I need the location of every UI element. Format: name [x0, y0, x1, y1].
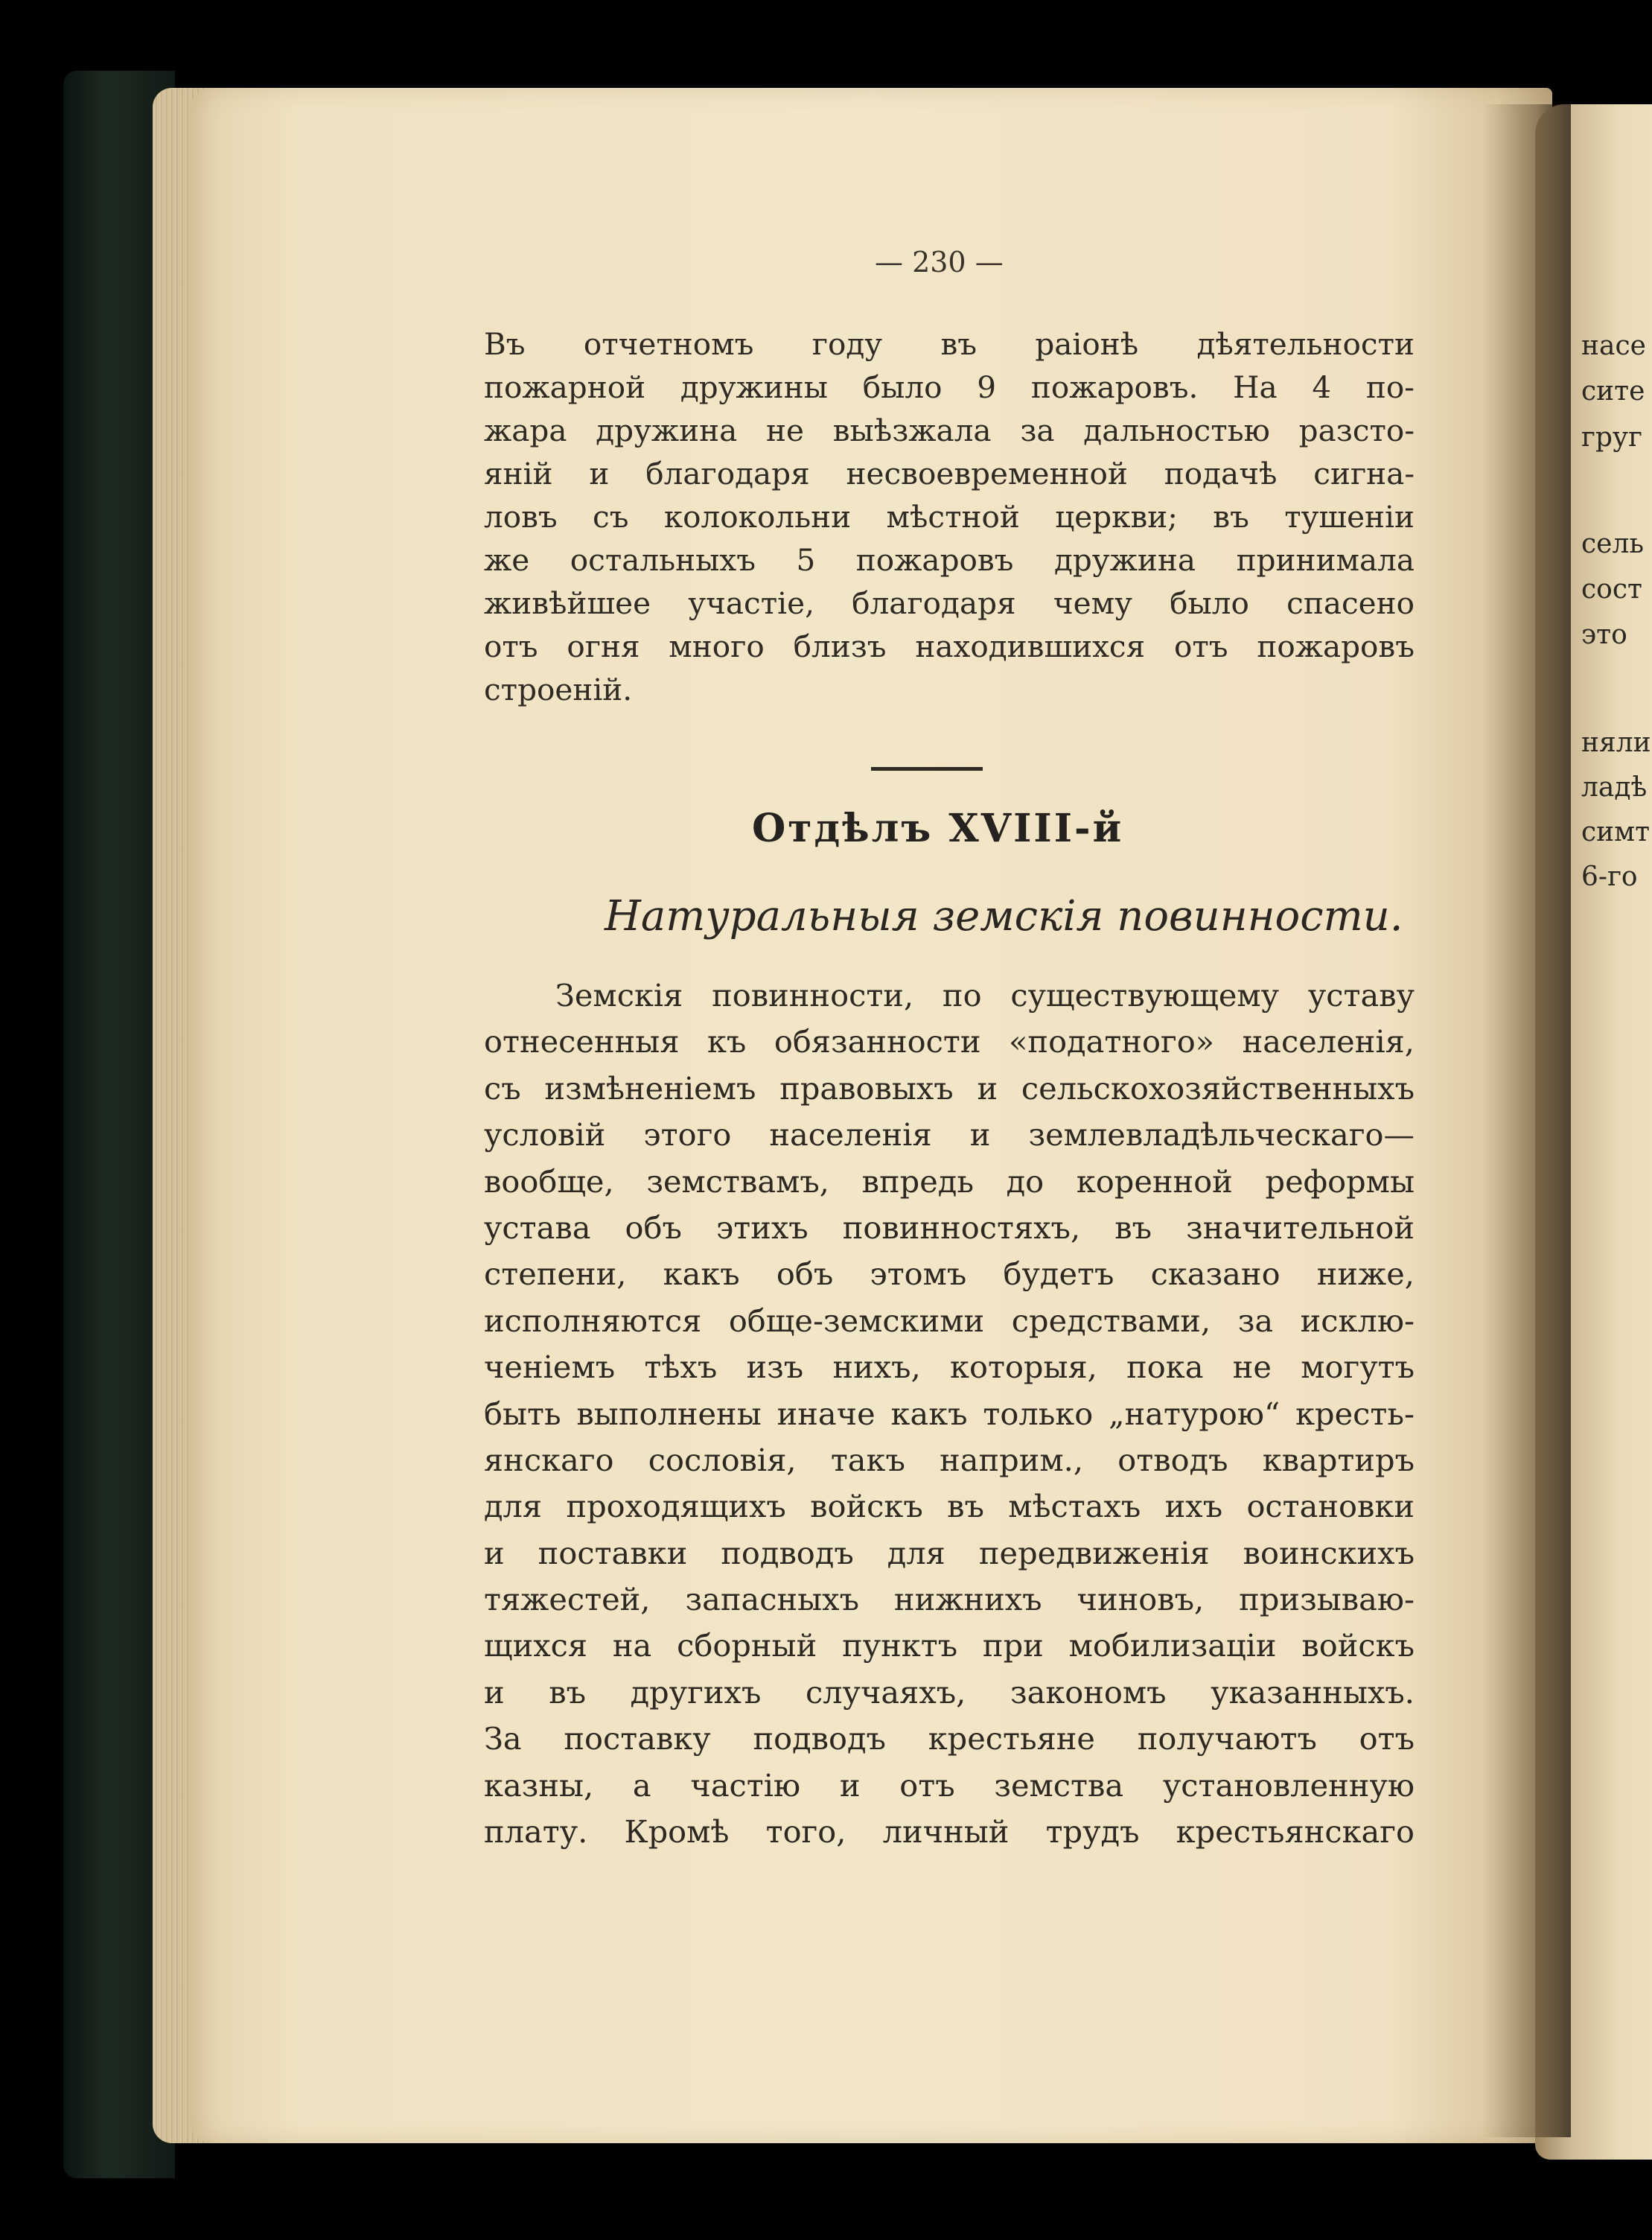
- right-fragment: груг: [1581, 422, 1642, 453]
- text-line: ченіемъ тѣхъ изъ нихъ, которыя, пока не могутъ: [484, 1349, 1415, 1386]
- right-fragment: 6-го: [1581, 862, 1638, 892]
- text-line: и въ другихъ случаяхъ, закономъ указанныхъ.: [484, 1673, 1415, 1711]
- right-fragment: сель: [1581, 529, 1644, 559]
- text-line: казны, а частію и отъ земства установленную: [484, 1766, 1415, 1804]
- text-line: отнесенныя къ обязанности «податного» населенія,: [484, 1023, 1415, 1060]
- text-line: условій этого населенія и землевладѣльческаго—: [484, 1116, 1415, 1154]
- text-line: Земскія повинности, по существующему уставу: [555, 977, 1415, 1014]
- right-fragment: насе: [1581, 331, 1646, 361]
- paragraph-1: [484, 322, 1415, 711]
- text-line: и поставки подводъ для передвиженія воинскихъ: [484, 1534, 1415, 1571]
- text-line: За поставку подводъ крестьяне получаютъ отъ: [484, 1720, 1415, 1757]
- text-line: для проходящихъ войскъ въ мѣстахъ ихъ остановки: [484, 1488, 1415, 1525]
- text-line: вообще, земствамъ, впредь до коренной реформы: [484, 1162, 1415, 1200]
- text-line: исполняются обще-земскими средствами, за исклю-: [484, 1302, 1415, 1339]
- right-fragment: ладѣ: [1581, 772, 1648, 803]
- text-line: янскаго сословія, такъ наприм., отводъ квартиръ: [484, 1441, 1415, 1478]
- text-line: же остальныхъ 5 пожаровъ дружина принимала: [484, 542, 1415, 578]
- right-fragment: симт: [1581, 817, 1651, 847]
- book-gutter: [1482, 104, 1571, 2137]
- text-line: степени, какъ объ этомъ будетъ сказано ниже,: [484, 1256, 1415, 1293]
- text-line: съ измѣненіемъ правовыхъ и сельскохозяйственныхъ: [484, 1069, 1415, 1107]
- right-fragment: сост: [1581, 574, 1642, 605]
- text-line: плату. Кромѣ того, личный трудъ крестьянскаго: [484, 1813, 1415, 1851]
- right-fragment: няли: [1581, 728, 1651, 758]
- right-fragment: сите: [1581, 376, 1645, 407]
- text-line: Въ отчетномъ году въ раіонѣ дѣятельности: [484, 326, 1415, 362]
- text-line: живѣйшее участіе, благодаря чему было спасено: [484, 585, 1415, 621]
- text-line: тяжестей, запасныхъ нижнихъ чиновъ, призываю-: [484, 1581, 1415, 1618]
- section-heading-text: Отдѣлъ XVIII-й: [752, 806, 1124, 851]
- text-line: яній и благодаря несвоевременной подачѣ сигна-: [484, 456, 1415, 491]
- section-divider: [871, 767, 983, 771]
- paragraph-2: [484, 973, 1415, 1855]
- section-subtitle: Натуральныя земскія повинности.: [605, 892, 1403, 941]
- right-fragment: это: [1581, 620, 1627, 650]
- text-line: щихся на сборный пунктъ при мобилизаціи войскъ: [484, 1627, 1415, 1664]
- text-line: устава объ этихъ повинностяхъ, въ значительной: [484, 1209, 1415, 1246]
- page-number: — 230 —: [875, 246, 1004, 279]
- text-line: отъ огня много близъ находившихся отъ пожаровъ: [484, 629, 1415, 664]
- text-line: строеній.: [484, 672, 633, 707]
- text-line: жара дружина не выѣзжала за дальностью разсто-: [484, 413, 1415, 448]
- text-line: пожарной дружины было 9 пожаровъ. На 4 по-: [484, 369, 1415, 405]
- text-line: быть выполнены иначе какъ только „натурою“ кресть-: [484, 1395, 1415, 1432]
- text-line: ловъ съ колокольни мѣстной церкви; въ тушеніи: [484, 499, 1415, 535]
